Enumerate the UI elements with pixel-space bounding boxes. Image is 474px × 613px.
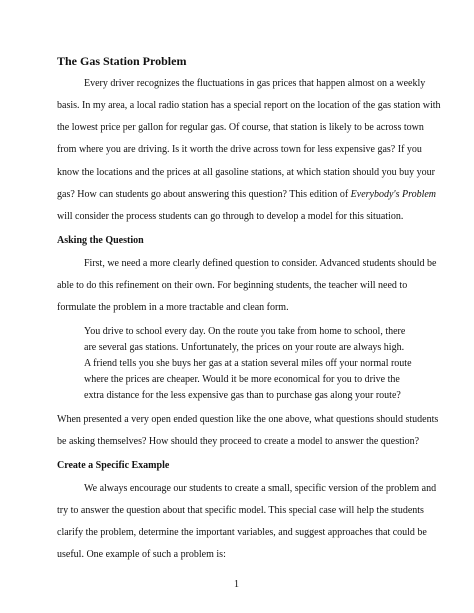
intro-line-4: from where you are driving. Is it worth the drive across town for less expensive gas? If you (57, 144, 422, 155)
section1-after-line-1: When presented a very open ended question like the one above, what questions should students (57, 414, 439, 425)
intro-line-5: know the locations and the prices at all gasoline stations, at which station should you buy your (57, 167, 435, 178)
section2-line-2: try to answer the question about that specific model. This special case will help the students (57, 505, 424, 516)
section2-line-1: We always encourage our students to create a small, specific version of the problem and (84, 483, 437, 494)
section-heading-asking: Asking the Question (57, 235, 144, 246)
section1-line-3: formulate the problem in a more tractable and clean form. (57, 302, 289, 313)
section2-line-4: useful. One example of such a problem is: (57, 549, 226, 560)
intro-line-7: will consider the process students can go through to develop a model for this situation. (57, 211, 404, 222)
quote-line-5: extra distance for the less expensive gas than to purchase gas along your route? (84, 390, 401, 401)
quote-line-1: You drive to school every day. On the route you take from home to school, there (84, 326, 406, 337)
intro-line-6 (57, 189, 436, 201)
quote-line-4: where the prices are cheaper. Would it be more economical for you to drive the (84, 374, 400, 385)
quote-line-3: A friend tells you she buys her gas at a station several miles off your normal route (84, 358, 412, 369)
section-heading-specific-example: Create a Specific Example (57, 460, 170, 471)
section1-line-1: First, we need a more clearly defined question to consider. Advanced students should be (84, 258, 437, 269)
document-title: The Gas Station Problem (57, 54, 187, 68)
intro-line-6-text: gas? How can students go about answering this question? This edition of (57, 189, 351, 200)
section1-line-2: able to do this refinement on their own. For beginning students, the teacher will need to (57, 280, 408, 291)
section1-after-line-2: be asking themselves? How should they proceed to create a model to answer the question? (57, 436, 420, 447)
intro-line-3: the lowest price per gallon for regular gas. Of course, that station is likely to be across town (57, 122, 424, 133)
page-number: 1 (234, 579, 239, 590)
publication-title: Everybody's Problem (350, 189, 437, 200)
intro-line-2: basis. In my area, a local radio station has a special report on the location of the gas station with (57, 100, 441, 111)
quote-line-2: are several gas stations. Unfortunately, the prices on your route are always high. (84, 342, 405, 353)
section2-line-3: clarify the problem, determine the important variables, and suggest approaches that could be (57, 527, 427, 538)
intro-line-1: Every driver recognizes the fluctuations in gas prices that happen almost on a weekly (84, 78, 426, 89)
